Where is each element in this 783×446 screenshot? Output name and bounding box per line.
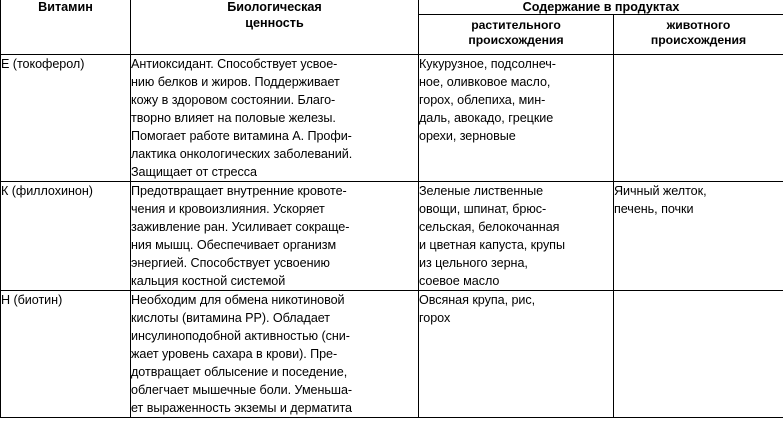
column-header-plant-origin-line1: растительного [471,18,561,32]
column-header-biological-value [131,0,419,55]
text-line: облегчает мышечные боли. Уменьша- [131,383,353,397]
column-header-plant-origin-line2: происхождения [468,33,564,47]
cell-animal-origin [614,291,783,418]
column-header-plant-origin [419,15,614,55]
column-header-biological-value-line2: ценность [245,15,304,30]
text-line: Зеленые лиственные [419,184,544,198]
cell-animal-origin [614,182,783,291]
column-header-biological-value-line1: Биологическая [227,0,322,14]
cell-biological-value [131,291,419,418]
cell-vitamin-name: Н (биотин) [1,291,131,418]
text-line: кислоты (витамина РР). Обладает [131,311,331,325]
table-row [1,291,783,418]
cell-plant-origin [419,55,614,182]
text-line: Кукурузное, подсолнеч- [419,57,556,71]
text-line: и цветная капуста, крупы [419,238,565,252]
text-line: даль, авокадо, грецкие [419,111,554,125]
text-line: творно влияет на половые железы. [131,111,336,125]
text-line: Помогает работе витамина А. Профи- [131,129,352,143]
text-line: овощи, шпинат, брюс- [419,202,547,216]
cell-biological-value [131,182,419,291]
cell-vitamin-name: Е (токоферол) [1,55,131,182]
text-line: заживление ран. Усиливает сокраще- [131,220,350,234]
text-line: Овсяная крупа, рис, [419,293,536,307]
text-line: ное, оливковое масло, [419,75,551,89]
text-line: Защищает от стресса [131,165,257,179]
column-header-animal-origin [614,15,783,55]
text-line: орехи, зерновые [419,129,516,143]
text-line: Необходим для обмена никотиновой [131,293,345,307]
column-header-vitamin [1,0,131,55]
column-group-header-content-in-products [419,0,783,15]
text-line: горох, облепиха, мин- [419,93,546,107]
text-line: ет выраженность экземы и дерматита [131,401,353,415]
text-line: дотвращает облысение и поседение, [131,365,348,379]
cell-plant-origin [419,182,614,291]
cell-animal-origin [614,55,783,182]
column-group-header-label: Содержание в продуктах [522,0,680,14]
table-header [1,0,783,55]
text-line: печень, почки [614,202,694,216]
text-line: сельская, белокочанная [419,220,560,234]
table-row [1,182,783,291]
text-line: Яичный желток, [614,184,707,198]
text-line: кожу в здоровом состоянии. Благо- [131,93,336,107]
text-line: горох [419,311,451,325]
column-header-vitamin-label: Витамин [38,0,93,14]
text-line: энергией. Способствует усвоению [131,256,330,270]
text-line: ния мышц. Обеспечивает организм [131,238,337,252]
text-line: из цельного зерна, [419,256,528,270]
text-line: Предотвращает внутренние кровоте- [131,184,347,198]
text-line: лактика онкологических заболеваний. [131,147,353,161]
cell-vitamin-name: К (филлохинон) [1,182,131,291]
cell-biological-value [131,55,419,182]
text-line: нию белков и жиров. Поддерживает [131,75,340,89]
table-body [1,55,783,418]
column-header-animal-origin-line1: животного [666,18,731,32]
table-row [1,55,783,182]
text-line: жает уровень сахара в крови). Пре- [131,347,338,361]
text-line: Антиоксидант. Способствует усвое- [131,57,338,71]
text-line: чения и кровоизлияния. Ускоряет [131,202,325,216]
text-line: кальция костной системой [131,274,286,288]
text-line: соевое масло [419,274,500,288]
header-row-top [1,0,783,15]
column-header-animal-origin-line2: происхождения [650,33,747,47]
text-line: инсулиноподобной активностью (сни- [131,329,350,343]
cell-plant-origin [419,291,614,418]
